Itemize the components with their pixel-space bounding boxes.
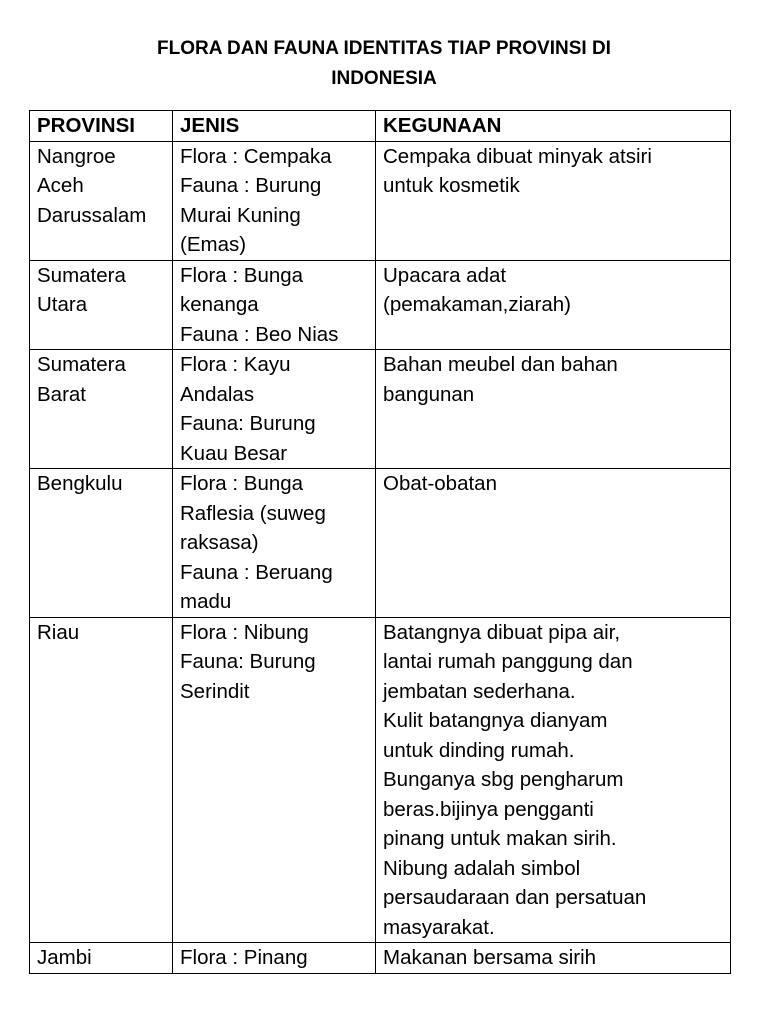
kegunaan-text-line: lantai rumah panggung dan: [383, 650, 633, 673]
document-title-line-2: INDONESIA: [331, 68, 437, 89]
jenis-text-line: Flora : Bunga: [180, 472, 304, 495]
kegunaan-text-line: Cempaka dibuat minyak atsiri: [383, 144, 652, 168]
document-title: [0, 34, 768, 94]
table-row: [30, 469, 731, 618]
cell-provinsi: [30, 469, 173, 618]
jenis-text-line: Flora : Kayu: [180, 353, 291, 376]
kegunaan-text-line: Nibung adalah simbol: [383, 856, 581, 880]
jenis-text-line: Flora : Pinang: [180, 946, 308, 969]
kegunaan-text-line: beras.bijinya pengganti: [383, 797, 594, 821]
provinsi-text-line: Sumatera: [37, 353, 126, 376]
kegunaan-text-line: Kulit batangnya dianyam: [383, 709, 608, 732]
provinsi-text-line: Sumatera: [37, 263, 126, 287]
provinsi-text-line: Darussalam: [37, 203, 147, 227]
cell-provinsi: [30, 141, 173, 260]
provinsi-text-line: Nangroe: [37, 144, 116, 168]
table-row: [30, 260, 731, 350]
provinsi-text-line: Jambi: [37, 946, 92, 969]
kegunaan-text-line: masyarakat.: [383, 915, 495, 939]
cell-kegunaan: [376, 350, 731, 469]
flora-fauna-table: [29, 110, 731, 974]
kegunaan-text-line: persaudaraan dan persatuan: [383, 886, 647, 909]
kegunaan-text-line: bangunan: [383, 382, 475, 406]
provinsi-text-line: Bengkulu: [37, 472, 123, 495]
jenis-text-line: Raflesia (suweg: [180, 501, 326, 525]
kegunaan-text-line: Batangnya dibuat pipa air,: [383, 620, 621, 644]
jenis-text-line: Flora : Cempaka: [180, 144, 332, 168]
document-title-line-1: FLORA DAN FAUNA IDENTITAS TIAP PROVINSI DI: [157, 38, 611, 59]
kegunaan-text-line: untuk kosmetik: [383, 174, 520, 197]
header-jenis: JENIS: [173, 111, 376, 142]
cell-kegunaan: [376, 469, 731, 618]
kegunaan-text-line: jembatan sederhana.: [383, 679, 576, 703]
jenis-text-line: Fauna : Beruang: [180, 560, 333, 584]
jenis-text-line: kenanga: [180, 293, 259, 316]
kegunaan-text-line: Makanan bersama sirih: [383, 946, 597, 969]
jenis-text-line: Fauna: Burung: [180, 650, 316, 673]
kegunaan-text-line: pinang untuk makan sirih.: [383, 827, 617, 850]
cell-provinsi: [30, 260, 173, 350]
cell-jenis: [173, 260, 376, 350]
provinsi-text-line: Barat: [37, 382, 86, 406]
table-row: [30, 350, 731, 469]
cell-kegunaan: [376, 943, 731, 974]
cell-kegunaan: [376, 260, 731, 350]
jenis-text-line: Fauna: Burung: [180, 412, 316, 435]
provinsi-text-line: Utara: [37, 293, 88, 316]
cell-jenis: [173, 350, 376, 469]
kegunaan-text-line: (pemakaman,ziarah): [383, 293, 571, 316]
cell-kegunaan: [376, 141, 731, 260]
header-kegunaan: KEGUNAAN: [376, 111, 731, 142]
table-row: [30, 141, 731, 260]
cell-jenis: [173, 469, 376, 618]
kegunaan-text-line: untuk dinding rumah.: [383, 738, 575, 762]
cell-provinsi: [30, 943, 173, 974]
jenis-text-line: raksasa): [180, 531, 259, 554]
jenis-text-line: madu: [180, 590, 232, 613]
jenis-text-line: Flora : Bunga: [180, 263, 304, 287]
kegunaan-text-line: Obat-obatan: [383, 472, 497, 495]
table-body: [30, 141, 731, 973]
kegunaan-text-line: Bahan meubel dan bahan: [383, 353, 618, 376]
cell-jenis: [173, 943, 376, 974]
jenis-text-line: Murai Kuning: [180, 203, 301, 227]
cell-jenis: [173, 617, 376, 943]
cell-kegunaan: [376, 617, 731, 943]
table-row: [30, 943, 731, 974]
kegunaan-text-line: Bunganya sbg pengharum: [383, 768, 624, 791]
jenis-text-line: (Emas): [180, 233, 247, 256]
jenis-text-line: Fauna : Burung: [180, 174, 322, 197]
cell-provinsi: [30, 617, 173, 943]
cell-jenis: [173, 141, 376, 260]
jenis-text-line: Serindit: [180, 679, 250, 703]
jenis-text-line: Kuau Besar: [180, 441, 288, 465]
header-provinsi: PROVINSI: [30, 111, 173, 142]
cell-provinsi: [30, 350, 173, 469]
table-header-row: [30, 111, 731, 142]
jenis-text-line: Fauna : Beo Nias: [180, 322, 339, 346]
jenis-text-line: Flora : Nibung: [180, 620, 309, 644]
kegunaan-text-line: Upacara adat: [383, 263, 507, 287]
table-row: [30, 617, 731, 943]
provinsi-text-line: Riau: [37, 620, 80, 644]
jenis-text-line: Andalas: [180, 382, 255, 406]
provinsi-text-line: Aceh: [37, 174, 84, 197]
